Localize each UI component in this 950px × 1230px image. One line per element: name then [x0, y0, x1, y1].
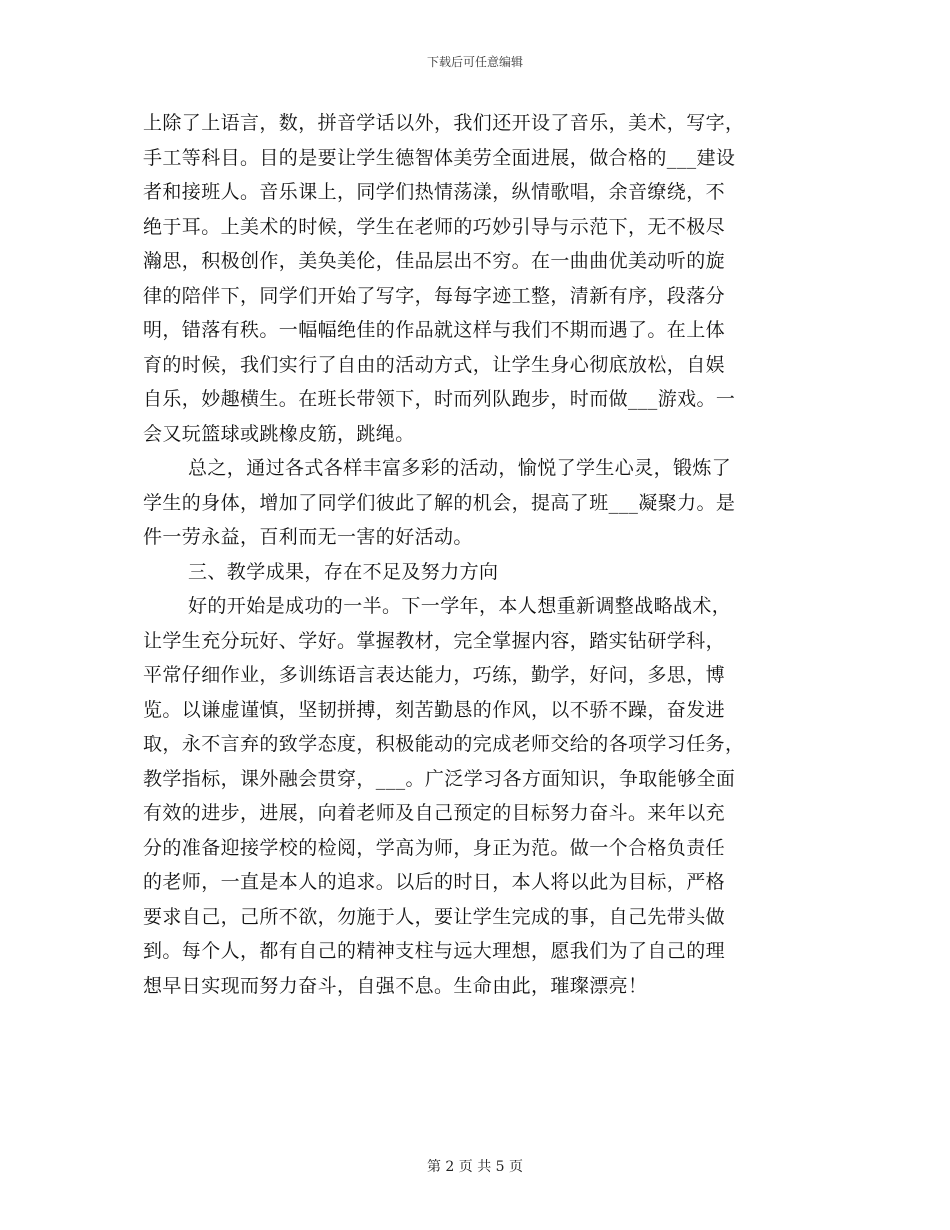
text-line: 的老师，一直是本人的追求。以后的时日，本人将以此为目标，严格	[143, 871, 726, 893]
text-line: 律的陪伴下，同学们开始了写字，每每字迹工整，清新有序，段落分	[143, 284, 726, 307]
paragraph-start-line: 好的开始是成功的一半。下一学年，本人想重新调整战略战术，	[188, 595, 732, 617]
text-line: 想早日实现而努力奋斗，自强不息。生命由此，璀璨漂亮！	[143, 974, 648, 997]
text-line: 者和接班人。音乐课上，同学们热情荡漾，纵情歌唱，余音缭绕，不	[143, 181, 726, 203]
text-line: 览。以谦虚谨慎，坚韧拼搏，刻苦勤恳的作风，以不骄不躁，奋发进	[143, 698, 726, 721]
text-line: 让学生充分玩好、学好。掌握教材，完全掌握内容，踏实钻研学科，	[143, 629, 726, 652]
text-line: 到。每个人，都有自己的精神支柱与远大理想，愿我们为了自己的理	[143, 940, 726, 962]
text-line: 育的时候，我们实行了自由的活动方式，让学生身心彻底放松，自娱	[143, 353, 726, 376]
text-line: 学生的身体，增加了同学们彼此了解的机会，提高了班___凝聚力。是	[143, 491, 736, 514]
text-line: 分的准备迎接学校的检阅，学高为师，身正为范。做一个合格负责任	[143, 836, 726, 859]
text-line: 绝于耳。上美术的时候，学生在老师的巧妙引导与示范下，无不极尽	[143, 215, 726, 238]
text-line: 自乐，妙趣横生。在班长带领下，时而列队跑步，时而做___游戏。一	[143, 388, 736, 410]
text-line: 要求自己，己所不欲，勿施于人，要让学生完成的事，自己先带头做	[143, 905, 726, 928]
text-line: 手工等科目。目的是要让学生德智体美劳全面进展，做合格的___建设	[143, 146, 736, 169]
document-body	[143, 106, 808, 1003]
text-line: 教学指标，课外融会贯穿，___。广泛学习各方面知识，争取能够全面	[143, 767, 736, 790]
page-number: 第 2 页 共 5 页	[426, 1159, 524, 1175]
text-line: 上除了上语言，数，拼音学话以外，我们还开设了音乐，美术，写字，	[143, 112, 745, 134]
text-line: 件一劳永益，百利而无一害的好活动。	[143, 526, 473, 548]
text-line: 有效的进步，进展，向着老师及自己预定的目标努力奋斗。来年以充	[143, 802, 726, 824]
text-line: 瀚思，积极创作，美奂美伦，佳品层出不穷。在一曲曲优美动听的旋	[143, 250, 726, 272]
paragraph-start-line: 总之，通过各式各样丰富多彩的活动，愉悦了学生心灵，锻炼了	[188, 457, 732, 479]
section-heading: 三、教学成果，存在不足及努力方向	[188, 560, 499, 583]
text-line: 明，错落有秩。一幅幅绝佳的作品就这样与我们不期而遇了。在上体	[143, 319, 726, 341]
text-line: 取，永不言弃的致学态度，积极能动的完成老师交给的各项学习任务，	[143, 733, 745, 755]
text-line: 平常仔细作业，多训练语言表达能力，巧练，勤学，好问，多思，博	[143, 664, 726, 686]
text-line: 会又玩篮球或跳橡皮筋，跳绳。	[143, 422, 415, 445]
page-header: 下载后可任意编辑	[426, 55, 523, 69]
